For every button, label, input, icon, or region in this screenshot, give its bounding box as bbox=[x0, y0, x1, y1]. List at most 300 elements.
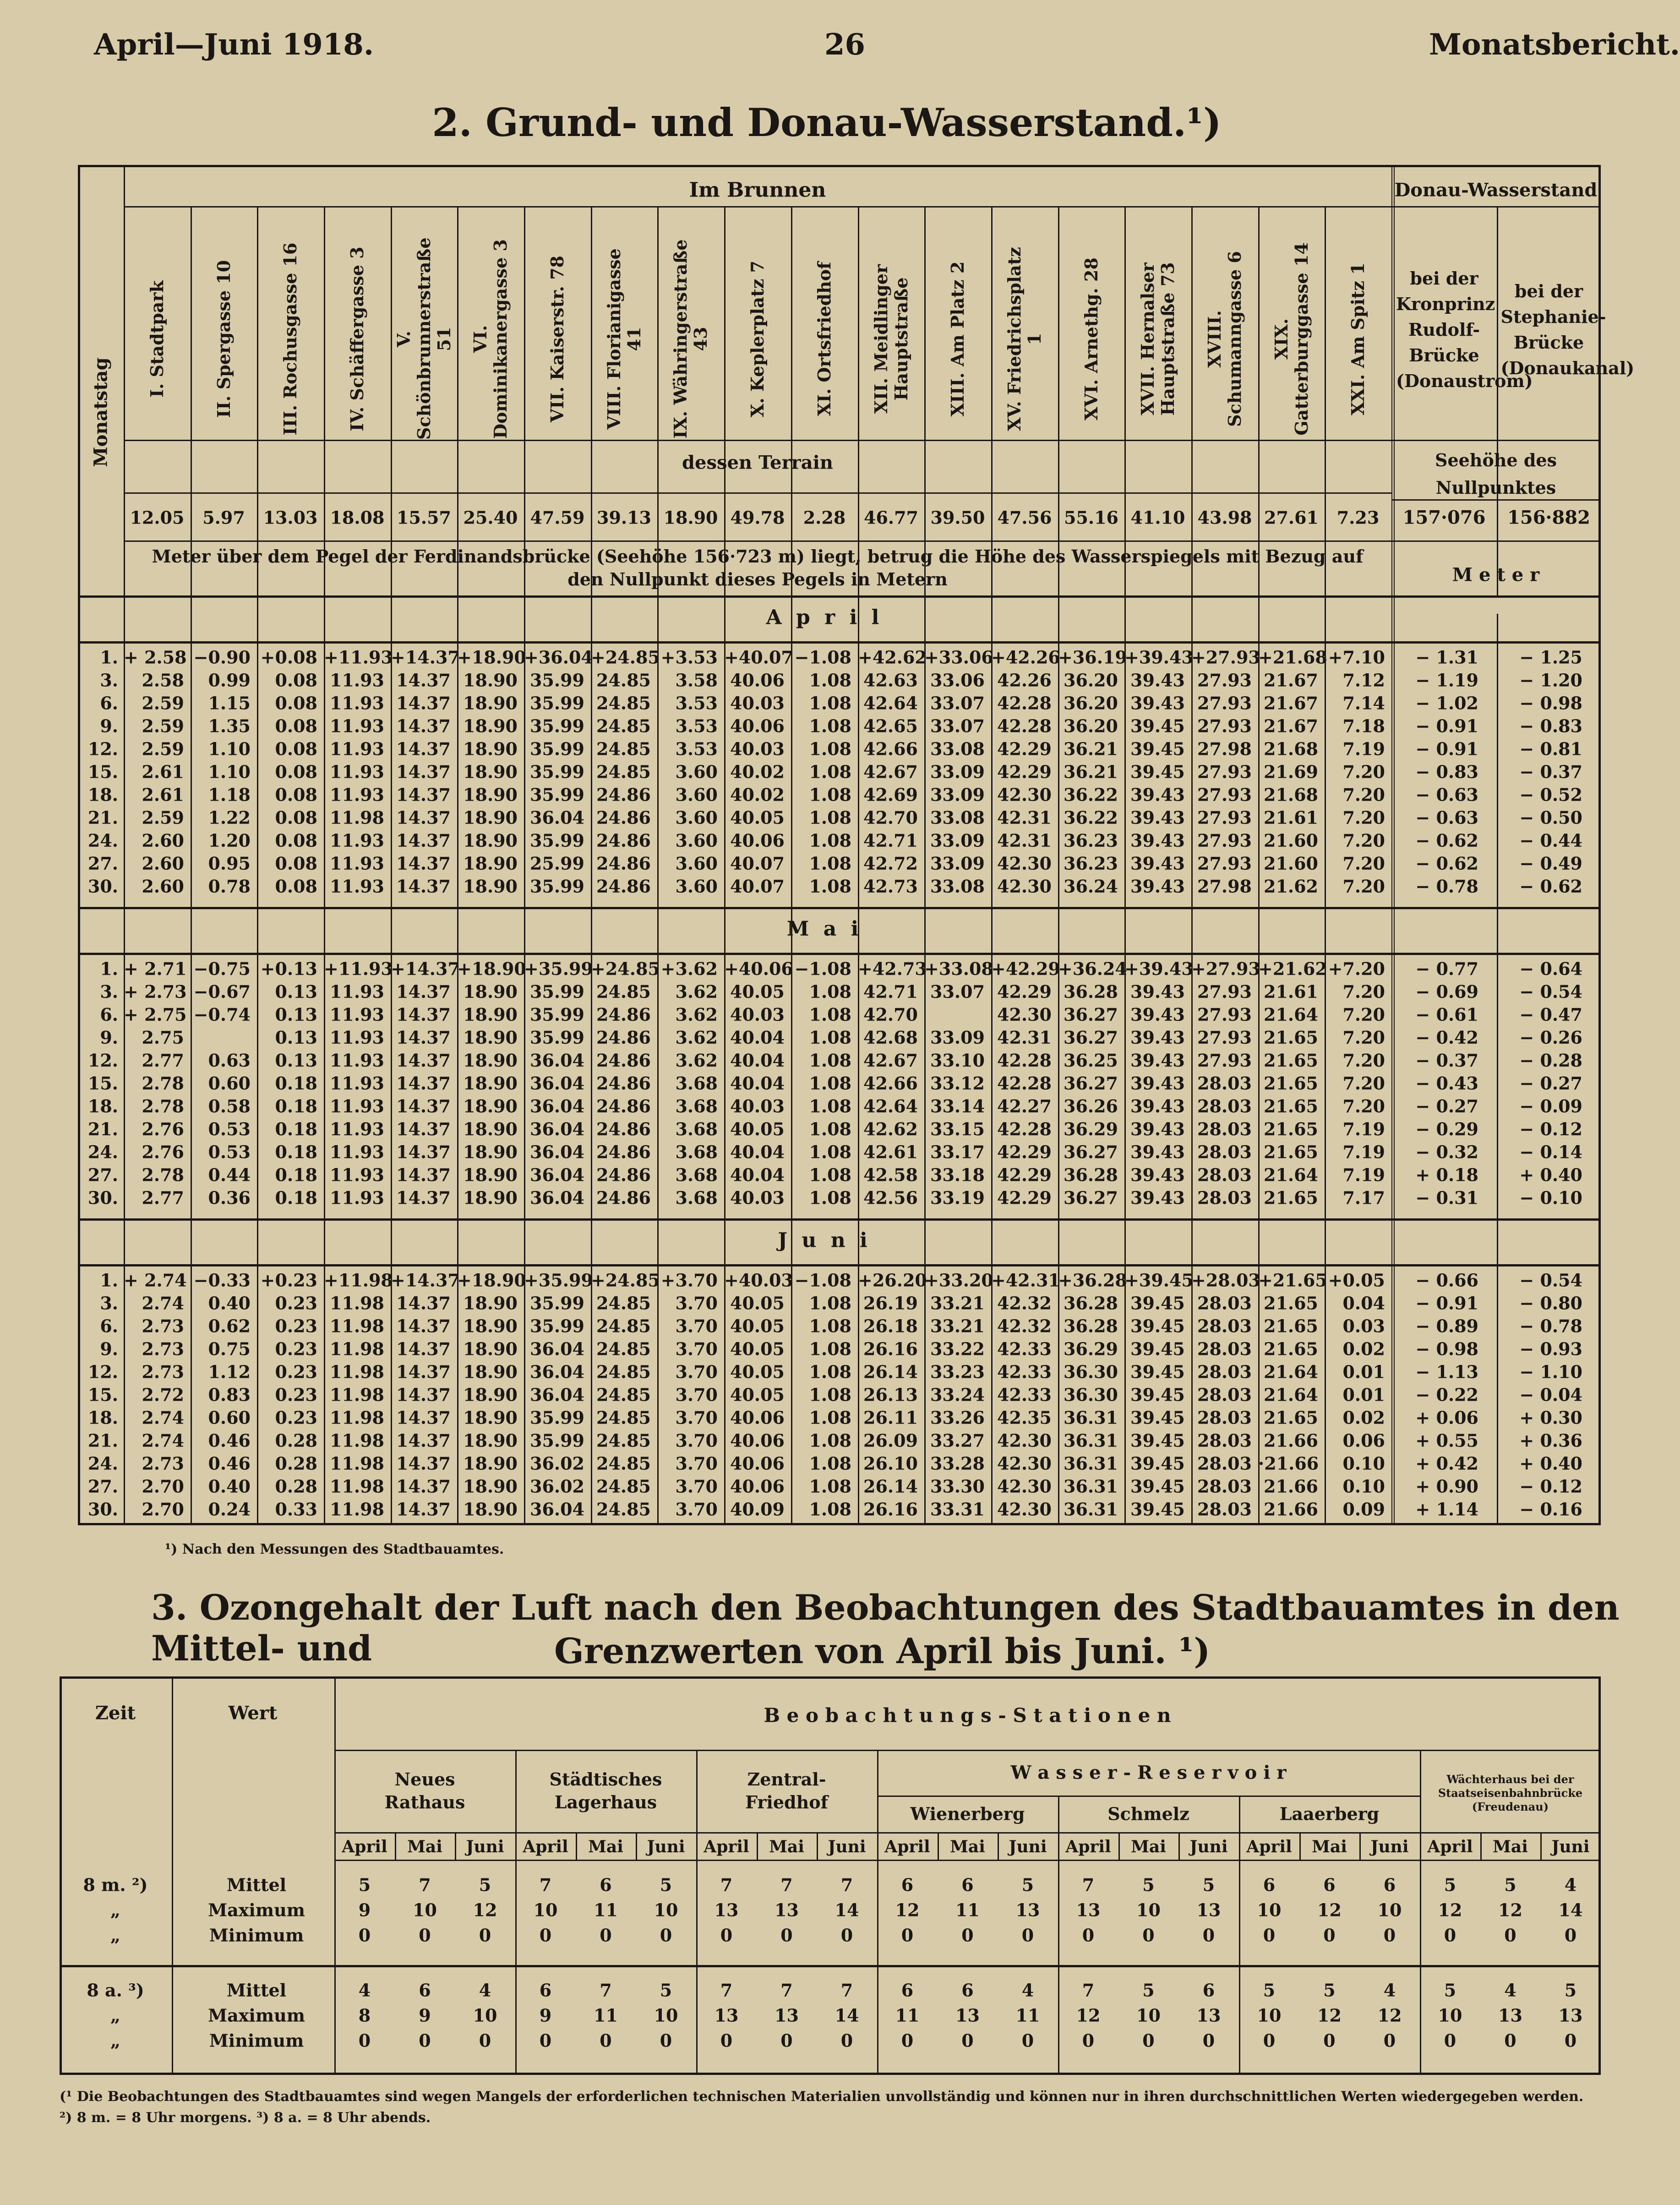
well-value: + 2.74 bbox=[124, 1270, 187, 1291]
well-value: 33.07 bbox=[930, 693, 985, 714]
ozone-value: 0 bbox=[358, 2030, 371, 2051]
well-value: 18.90 bbox=[463, 1187, 518, 1208]
well-value: 42.35 bbox=[997, 1407, 1052, 1428]
ozone-value: 7 bbox=[780, 1980, 793, 2001]
well-value: 42.33 bbox=[997, 1384, 1052, 1405]
ozone-value: 10 bbox=[473, 2005, 497, 2026]
well-value: 42.58 bbox=[863, 1164, 918, 1185]
well-value: 24.85 bbox=[596, 1338, 651, 1359]
well-value: 40.05 bbox=[730, 1293, 785, 1314]
ozone-value: 0 bbox=[358, 1925, 371, 1946]
ozone-value: 6 bbox=[1383, 1874, 1396, 1895]
donau-value: − 1.19 bbox=[1415, 670, 1478, 691]
day-label: 30. bbox=[87, 1187, 118, 1208]
well-value: 2.74 bbox=[142, 1293, 184, 1314]
well-name: VIII. Florianigasse 41 bbox=[603, 248, 644, 430]
month-col-rule bbox=[1540, 1832, 1542, 1860]
well-value: 18.90 bbox=[463, 1361, 518, 1382]
well-value: 36.20 bbox=[1064, 693, 1118, 714]
well-value: 1.20 bbox=[208, 830, 251, 851]
well-value: 35.99 bbox=[530, 1315, 584, 1337]
well-value: 42.33 bbox=[997, 1361, 1052, 1382]
ozone-value: 13 bbox=[1558, 2005, 1583, 2026]
donau-value: − 0.09 bbox=[1519, 1096, 1582, 1117]
well-value: 14.37 bbox=[396, 1004, 451, 1025]
ozone-value: 11 bbox=[594, 2005, 618, 2026]
well-value: 21.65 bbox=[1264, 1407, 1318, 1428]
ozone-value: 0 bbox=[1082, 2030, 1095, 2051]
ozone-value: 0 bbox=[479, 1925, 491, 1946]
well-value: 24.86 bbox=[596, 830, 651, 851]
well-value: 21.65 bbox=[1264, 1073, 1318, 1094]
well-value: 18.90 bbox=[463, 1453, 518, 1474]
well-value: 21.68 bbox=[1264, 784, 1318, 805]
donau-value: − 1.20 bbox=[1519, 670, 1582, 691]
well-value: 33.12 bbox=[930, 1073, 985, 1094]
ozone-value: 12 bbox=[1317, 1899, 1342, 1921]
well-value: 2.78 bbox=[142, 1096, 184, 1117]
well-value: +39.45 bbox=[1124, 1270, 1194, 1291]
ozone-value: 0 bbox=[720, 1925, 733, 1946]
well-value: 42.31 bbox=[997, 807, 1052, 828]
well-value: 1.08 bbox=[809, 1119, 851, 1140]
well-value: 33.21 bbox=[930, 1293, 985, 1314]
well-value: 21.64 bbox=[1264, 1384, 1318, 1405]
well-value: 18.90 bbox=[463, 761, 518, 782]
well-value: 26.09 bbox=[863, 1430, 918, 1451]
well-value: 14.37 bbox=[396, 1499, 451, 1520]
well-value: 21.69 bbox=[1264, 761, 1318, 782]
well-value: 21.61 bbox=[1264, 981, 1318, 1002]
well-value: 0.08 bbox=[275, 853, 317, 874]
well-value: 27.93 bbox=[1197, 807, 1252, 828]
ozone-value: 12 bbox=[1438, 1899, 1462, 1921]
ozone-value: 5 bbox=[1263, 1980, 1276, 2001]
well-name: VII. Kaiserstr. 78 bbox=[547, 256, 567, 422]
well-value: 39.45 bbox=[1130, 1430, 1185, 1451]
ozone-value: 5 bbox=[1444, 1980, 1456, 2001]
well-value: 33.26 bbox=[930, 1407, 985, 1428]
ozone-value: 0 bbox=[840, 1925, 853, 1946]
well-value: 18.90 bbox=[463, 670, 518, 691]
well-value: 14.37 bbox=[396, 738, 451, 759]
well-value: 7.20 bbox=[1342, 1073, 1385, 1094]
well-value: 42.61 bbox=[863, 1141, 918, 1163]
well-value: 42.29 bbox=[997, 1141, 1052, 1163]
donau-value: − 1.13 bbox=[1415, 1361, 1478, 1382]
well-value: 28.03 bbox=[1197, 1293, 1252, 1314]
ozone-value: 0 bbox=[1444, 2030, 1456, 2051]
donau-value: − 0.81 bbox=[1519, 738, 1582, 759]
ozone-value: 8 bbox=[358, 2005, 371, 2026]
ozone-value: 4 bbox=[358, 1980, 371, 2001]
well-value: 24.85 bbox=[596, 1315, 651, 1337]
ozone-value: 12 bbox=[1317, 2005, 1342, 2026]
donau-value: − 0.91 bbox=[1415, 738, 1478, 759]
well-value: 28.03 bbox=[1197, 1430, 1252, 1451]
well-value: 21.60 bbox=[1264, 830, 1318, 851]
ozone-value: 0 bbox=[1082, 1925, 1095, 1946]
well-value: 40.03 bbox=[730, 1187, 785, 1208]
well-value: 0.75 bbox=[208, 1338, 251, 1359]
well-value: 21.65 bbox=[1264, 1293, 1318, 1314]
well-value: +36.24 bbox=[1058, 958, 1127, 979]
month-name: Mai bbox=[1493, 1837, 1528, 1856]
donau-value: − 0.22 bbox=[1415, 1384, 1478, 1405]
section3-footnote: (¹ Die Beobachtungen des Stadtbauamtes sind wegen Mangels der erforderlichen technischen Materialien unvollständig und können nur in ihren durchschnittlichen Werten wiedergegeben werden. ²) 8 m. = 8 Uhr morgens. ³) 8 a. = 8 Uhr abends. bbox=[60, 2089, 1584, 2126]
well-value: 1.35 bbox=[208, 715, 251, 737]
well-value: 7.20 bbox=[1342, 853, 1385, 874]
ozone-value: 11 bbox=[594, 1899, 618, 1921]
month-col-rule bbox=[576, 1832, 577, 1860]
well-value: 0.08 bbox=[275, 738, 317, 759]
well-value: 24.85 bbox=[596, 1499, 651, 1520]
donau-value: + 0.18 bbox=[1415, 1164, 1478, 1185]
zeit-value: „ bbox=[110, 2030, 120, 2051]
month-col-rule bbox=[1118, 1832, 1120, 1860]
month-rule bbox=[78, 907, 1601, 909]
well-value: 33.14 bbox=[930, 1096, 985, 1117]
well-value: 28.03 bbox=[1197, 1407, 1252, 1428]
ozone-value: 13 bbox=[714, 2005, 739, 2026]
well-value: 40.06 bbox=[730, 1453, 785, 1474]
well-value: 0.18 bbox=[275, 1187, 317, 1208]
stationen-label: B e o b a c h t u n g s - S t a t i o n e n bbox=[764, 1704, 1171, 1727]
well-value: 42.66 bbox=[863, 738, 918, 759]
well-value: 1.08 bbox=[809, 715, 851, 737]
well-value: 3.68 bbox=[675, 1187, 718, 1208]
donau-value: − 0.54 bbox=[1519, 1270, 1582, 1291]
well-value: 0.28 bbox=[275, 1430, 317, 1451]
terrain-value: 7.23 bbox=[1336, 507, 1380, 528]
well-value: 18.90 bbox=[463, 1293, 518, 1314]
well-value: 42.30 bbox=[997, 784, 1052, 805]
well-value: 42.28 bbox=[997, 1119, 1052, 1140]
well-value: 36.22 bbox=[1064, 807, 1118, 828]
ozone-value: 0 bbox=[1383, 2030, 1396, 2051]
ozone-value: 0 bbox=[1021, 2030, 1034, 2051]
well-value: 1.08 bbox=[809, 1027, 851, 1048]
well-value: −1.08 bbox=[794, 647, 851, 668]
well-value: 40.05 bbox=[730, 1338, 785, 1359]
well-name: XII. Meidlinger Hauptstraße bbox=[870, 264, 911, 414]
well-value: 27.93 bbox=[1197, 1004, 1252, 1025]
well-value: 0.23 bbox=[275, 1315, 317, 1337]
well-value: +28.03 bbox=[1191, 1270, 1260, 1291]
well-name: XXI. Am Spitz 1 bbox=[1347, 262, 1368, 415]
well-value: 18.90 bbox=[463, 1430, 518, 1451]
well-value: 2.73 bbox=[142, 1361, 184, 1382]
well-value: 11.93 bbox=[330, 1141, 384, 1163]
ozone-value: 0 bbox=[1142, 1925, 1155, 1946]
well-value: +27.93 bbox=[1191, 647, 1260, 668]
month-col-rule bbox=[1359, 1832, 1361, 1860]
well-value: 11.98 bbox=[330, 1453, 384, 1474]
donau-value: − 0.69 bbox=[1415, 981, 1478, 1002]
ozone-value: 7 bbox=[840, 1980, 853, 2001]
well-value: +33.06 bbox=[924, 647, 993, 668]
well-value: 7.20 bbox=[1342, 830, 1385, 851]
well-value: 0.08 bbox=[275, 761, 317, 782]
well-value: −0.74 bbox=[193, 1004, 251, 1025]
ozone-value: 0 bbox=[780, 2030, 793, 2051]
well-value: +7.20 bbox=[1328, 958, 1385, 979]
well-value: 7.18 bbox=[1342, 715, 1385, 737]
donau-value: − 0.32 bbox=[1415, 1141, 1478, 1163]
terrain-value: 5.97 bbox=[202, 507, 245, 528]
well-value: 0.13 bbox=[275, 1004, 317, 1025]
ozone-value: 0 bbox=[1444, 1925, 1456, 1946]
well-value: 3.60 bbox=[675, 807, 718, 828]
well-value: 28.03 bbox=[1197, 1499, 1252, 1520]
well-name: X. Keplerplatz 7 bbox=[747, 261, 768, 417]
station-name: Neues Rathaus bbox=[384, 1769, 465, 1812]
well-value: 14.37 bbox=[396, 761, 451, 782]
month-col-rule bbox=[817, 1832, 818, 1860]
well-value: −0.90 bbox=[193, 647, 251, 668]
month-name: April bbox=[1065, 1837, 1111, 1856]
well-value: 33.08 bbox=[930, 738, 985, 759]
well-value: 11.93 bbox=[330, 1027, 384, 1048]
well-value: 42.32 bbox=[997, 1315, 1052, 1337]
well-value: −0.67 bbox=[193, 981, 251, 1002]
ozone-value: 5 bbox=[1142, 1874, 1155, 1895]
donau-value: − 0.91 bbox=[1415, 715, 1478, 737]
well-value: 14.37 bbox=[396, 1293, 451, 1314]
ozone-value: 12 bbox=[895, 1899, 920, 1921]
donau-value: − 0.42 bbox=[1415, 1027, 1478, 1048]
well-value: 14.37 bbox=[396, 1315, 451, 1337]
well-value: 39.43 bbox=[1130, 830, 1185, 851]
well-value: +11.93 bbox=[324, 958, 393, 979]
well-value: 24.86 bbox=[596, 853, 651, 874]
month-name: April bbox=[1427, 1837, 1473, 1856]
well-value: +3.62 bbox=[660, 958, 718, 979]
well-value: 7.20 bbox=[1342, 1096, 1385, 1117]
ozone-value: 5 bbox=[1564, 1980, 1577, 2001]
ozone-value: 0 bbox=[660, 2030, 672, 2051]
donau-value: − 0.14 bbox=[1519, 1141, 1582, 1163]
well-value: +40.06 bbox=[724, 958, 793, 979]
well-value: 3.70 bbox=[675, 1361, 718, 1382]
donau-value: − 0.54 bbox=[1519, 981, 1582, 1002]
well-value: +3.70 bbox=[660, 1270, 718, 1291]
well-value: −0.33 bbox=[193, 1270, 251, 1291]
well-value: 36.28 bbox=[1064, 1315, 1118, 1337]
well-value: 39.45 bbox=[1130, 1315, 1185, 1337]
well-value: 3.53 bbox=[675, 693, 718, 714]
well-value: 2.60 bbox=[142, 876, 184, 897]
well-value: 40.04 bbox=[730, 1141, 785, 1163]
ozone-value: 0 bbox=[600, 1925, 612, 1946]
well-value: 36.28 bbox=[1064, 981, 1118, 1002]
month-label: M a i bbox=[786, 917, 862, 941]
ozone-col-rule bbox=[172, 1676, 173, 2075]
well-value: 36.02 bbox=[530, 1476, 584, 1497]
month-name: Mai bbox=[769, 1837, 804, 1856]
zeit-label: Zeit bbox=[95, 1702, 136, 1724]
well-value: 18.90 bbox=[463, 1004, 518, 1025]
wert-value: Minimum bbox=[209, 1925, 304, 1946]
day-label: 18. bbox=[87, 784, 118, 805]
well-value: 0.18 bbox=[275, 1119, 317, 1140]
well-value: 14.37 bbox=[396, 981, 451, 1002]
well-value: 2.61 bbox=[142, 761, 184, 782]
ozone-value: 12 bbox=[1377, 2005, 1402, 2026]
ozone-value: 6 bbox=[961, 1874, 974, 1895]
group-rule bbox=[877, 1750, 878, 2075]
well-value: 0.60 bbox=[208, 1073, 251, 1094]
well-value: 36.20 bbox=[1064, 715, 1118, 737]
well-value: 21.65 bbox=[1264, 1119, 1318, 1140]
well-value: 27.93 bbox=[1197, 784, 1252, 805]
well-value: 40.07 bbox=[730, 876, 785, 897]
well-value: 39.43 bbox=[1130, 1073, 1185, 1094]
ozone-rule bbox=[334, 1750, 1601, 1751]
ozone-value: 12 bbox=[473, 1899, 497, 1921]
month-name: Juni bbox=[647, 1837, 685, 1856]
well-value: +18.90 bbox=[457, 958, 526, 979]
well-value: 24.85 bbox=[596, 1361, 651, 1382]
well-value: 0.08 bbox=[275, 876, 317, 897]
well-value: 18.90 bbox=[463, 1407, 518, 1428]
well-value: 24.86 bbox=[596, 1004, 651, 1025]
well-value: 3.60 bbox=[675, 784, 718, 805]
well-value: 14.37 bbox=[396, 1430, 451, 1451]
month-name: April bbox=[1246, 1837, 1292, 1856]
well-value: 42.28 bbox=[997, 1050, 1052, 1071]
well-value: +14.37 bbox=[391, 958, 460, 979]
well-name: VI. Dominikanergasse 3 bbox=[470, 239, 511, 439]
well-value: +7.10 bbox=[1328, 647, 1385, 668]
well-value: 14.37 bbox=[396, 1361, 451, 1382]
well-value: 36.04 bbox=[530, 1050, 584, 1071]
well-value: 24.85 bbox=[596, 1476, 651, 1497]
donau-value: − 0.93 bbox=[1519, 1338, 1582, 1359]
ozone-value: 6 bbox=[419, 1980, 431, 2001]
well-value: 39.43 bbox=[1130, 876, 1185, 897]
terrain-rule bbox=[124, 440, 1601, 441]
well-value: 0.83 bbox=[208, 1384, 251, 1405]
well-value: 42.65 bbox=[863, 715, 918, 737]
well-value: 39.45 bbox=[1130, 1499, 1185, 1520]
ozone-value: 0 bbox=[1564, 1925, 1577, 1946]
well-value: 35.99 bbox=[530, 761, 584, 782]
day-label: 18. bbox=[87, 1096, 118, 1117]
wert-label: Wert bbox=[228, 1702, 278, 1724]
well-value: + 2.71 bbox=[124, 958, 187, 979]
ozone-value: 6 bbox=[600, 1874, 612, 1895]
ozone-value: 9 bbox=[358, 1899, 371, 1921]
month-name: April bbox=[704, 1837, 749, 1856]
well-value: 0.63 bbox=[208, 1050, 251, 1071]
well-value: 14.37 bbox=[396, 1050, 451, 1071]
well-value: 24.85 bbox=[596, 715, 651, 737]
well-value: 11.98 bbox=[330, 1338, 384, 1359]
well-value: 40.04 bbox=[730, 1164, 785, 1185]
well-value: 18.90 bbox=[463, 715, 518, 737]
well-value: 7.20 bbox=[1342, 1050, 1385, 1071]
well-value: 0.23 bbox=[275, 1338, 317, 1359]
well-value: 33.22 bbox=[930, 1338, 985, 1359]
donau-value: − 0.26 bbox=[1519, 1027, 1582, 1048]
well-value: 36.31 bbox=[1064, 1499, 1118, 1520]
well-value: 0.10 bbox=[1342, 1476, 1385, 1497]
well-value: 18.90 bbox=[463, 1141, 518, 1163]
well-value: 36.20 bbox=[1064, 670, 1118, 691]
ozone-value: 7 bbox=[539, 1874, 552, 1895]
section2-title: 2. Grund- und Donau-Wasserstand.¹) bbox=[432, 100, 1222, 145]
well-value: 40.05 bbox=[730, 807, 785, 828]
ozone-value: 0 bbox=[600, 2030, 612, 2051]
well-value: 2.74 bbox=[142, 1430, 184, 1451]
ozone-mid-rule bbox=[60, 1965, 1601, 1967]
well-value: 42.67 bbox=[863, 761, 918, 782]
ozone-value: 7 bbox=[1082, 1980, 1095, 2001]
well-value: 3.70 bbox=[675, 1476, 718, 1497]
ozone-value: 5 bbox=[1142, 1980, 1155, 2001]
well-value: 7.20 bbox=[1342, 761, 1385, 782]
well-value: 1.08 bbox=[809, 1315, 851, 1337]
well-value: −1.08 bbox=[794, 1270, 851, 1291]
well-value: 36.04 bbox=[530, 1361, 584, 1382]
well-value: 11.98 bbox=[330, 1476, 384, 1497]
well-value: +0.13 bbox=[260, 958, 317, 979]
subgroup-rule bbox=[1058, 1796, 1059, 2075]
well-value: 33.06 bbox=[930, 670, 985, 691]
donau-value: + 0.90 bbox=[1415, 1476, 1478, 1497]
well-value: 36.28 bbox=[1064, 1164, 1118, 1185]
well-value: 35.99 bbox=[530, 784, 584, 805]
well-value: 39.45 bbox=[1130, 1453, 1185, 1474]
well-value: 26.18 bbox=[863, 1315, 918, 1337]
well-value: 0.99 bbox=[208, 670, 251, 691]
zeit-value: „ bbox=[110, 1925, 120, 1946]
well-value: 39.45 bbox=[1130, 738, 1185, 759]
month-name: Mai bbox=[588, 1837, 623, 1856]
well-value: 39.45 bbox=[1130, 1338, 1185, 1359]
ozone-value: 0 bbox=[1202, 2030, 1215, 2051]
well-value: 24.86 bbox=[596, 1141, 651, 1163]
ozone-value: 5 bbox=[1444, 1874, 1456, 1895]
well-value: 18.90 bbox=[463, 1315, 518, 1337]
well-value: 2.77 bbox=[142, 1050, 184, 1071]
well-value: 1.08 bbox=[809, 830, 851, 851]
well-value: 36.23 bbox=[1064, 853, 1118, 874]
well-value: 18.90 bbox=[463, 1164, 518, 1185]
well-value: 1.10 bbox=[208, 761, 251, 782]
ozone-value: 0 bbox=[479, 2030, 491, 2051]
well-value: 36.31 bbox=[1064, 1407, 1118, 1428]
well-value: 26.14 bbox=[863, 1361, 918, 1382]
well-value: 2.74 bbox=[142, 1407, 184, 1428]
well-value: +39.43 bbox=[1124, 958, 1194, 979]
well-value: 36.29 bbox=[1064, 1338, 1118, 1359]
well-value: 18.90 bbox=[463, 1338, 518, 1359]
station-name: Städtisches Lagerhaus bbox=[549, 1769, 662, 1812]
ozone-value: 0 bbox=[1564, 2030, 1577, 2051]
donau-value: − 0.50 bbox=[1519, 807, 1582, 828]
well-value: 42.30 bbox=[997, 1453, 1052, 1474]
well-value: 33.28 bbox=[930, 1453, 985, 1474]
month-data-rule bbox=[78, 641, 1601, 644]
well-value: 24.86 bbox=[596, 1096, 651, 1117]
ozone-value: 4 bbox=[1564, 1874, 1577, 1895]
well-value: 11.98 bbox=[330, 1499, 384, 1520]
terrain-value: 47.59 bbox=[530, 507, 585, 528]
ozone-value: 4 bbox=[479, 1980, 491, 2001]
ozone-value: 10 bbox=[1257, 1899, 1282, 1921]
